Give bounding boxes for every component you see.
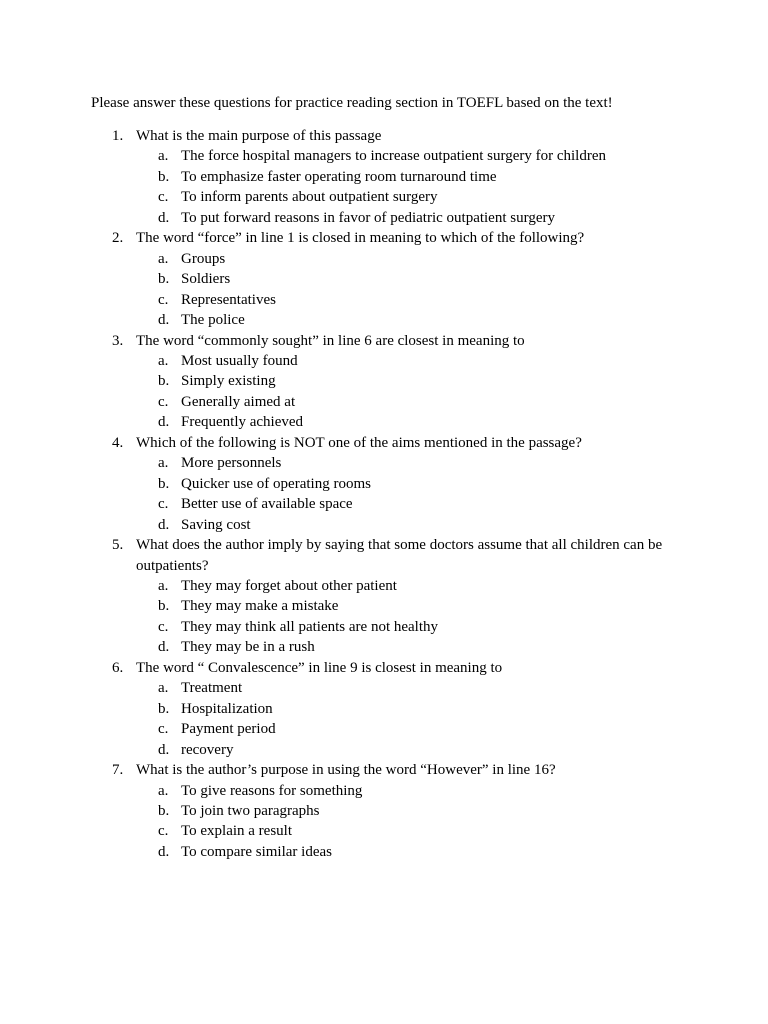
option-text: To give reasons for something: [181, 782, 363, 799]
option-text: The force hospital managers to increase outpatient surgery for children: [181, 148, 606, 165]
question-number: 6.: [112, 659, 124, 676]
option-a: [136, 781, 668, 801]
option-letter: a.: [158, 148, 169, 165]
option-list: [136, 678, 668, 760]
question-number: 7.: [112, 762, 124, 779]
option-d: [136, 637, 668, 657]
option-letter: a.: [158, 352, 169, 369]
option-c: [136, 187, 668, 207]
option-a: [136, 678, 668, 698]
option-b: [136, 801, 668, 821]
question-3: [0, 331, 668, 433]
question-text: The word “commonly sought” in line 6 are closest in meaning to: [136, 332, 525, 349]
option-text: To join two paragraphs: [181, 802, 320, 819]
option-text: They may make a mistake: [181, 598, 339, 615]
option-list: [136, 146, 668, 228]
option-b: [136, 699, 668, 719]
option-text: Groups: [181, 250, 226, 267]
option-text: Simply existing: [181, 373, 276, 390]
option-a: [136, 576, 668, 596]
option-letter: b.: [158, 373, 170, 390]
option-text: To put forward reasons in favor of pediatric outpatient surgery: [181, 209, 555, 226]
option-letter: d.: [158, 639, 170, 656]
option-text: Payment period: [181, 721, 276, 738]
option-c: [136, 821, 668, 841]
option-text: Representatives: [181, 291, 276, 308]
option-letter: d.: [158, 414, 170, 431]
question-list: [0, 126, 768, 862]
option-b: [136, 167, 668, 187]
option-text: They may think all patients are not healthy: [181, 618, 439, 635]
question-number: 5.: [112, 537, 124, 554]
option-letter: c.: [158, 393, 169, 410]
option-text: Quicker use of operating rooms: [181, 475, 371, 492]
option-letter: b.: [158, 475, 170, 492]
option-d: [136, 412, 668, 432]
question-number: 3.: [112, 332, 124, 349]
option-list: [136, 576, 668, 658]
option-text: Hospitalization: [181, 700, 273, 717]
option-letter: c.: [158, 721, 169, 738]
option-letter: a.: [158, 577, 169, 594]
option-d: [136, 208, 668, 228]
question-6: [0, 658, 668, 760]
option-text: More personnels: [181, 455, 282, 472]
option-letter: b.: [158, 598, 170, 615]
option-a: [136, 453, 668, 473]
option-list: [136, 453, 668, 535]
option-a: [136, 351, 668, 371]
option-text: To explain a result: [181, 823, 292, 840]
option-letter: a.: [158, 782, 169, 799]
option-letter: d.: [158, 843, 170, 860]
option-c: [136, 290, 668, 310]
option-text: Frequently achieved: [181, 414, 304, 431]
question-2: [0, 228, 668, 330]
question-number: 4.: [112, 434, 124, 451]
option-b: [136, 596, 668, 616]
option-list: [136, 781, 668, 863]
option-b: [136, 269, 668, 289]
question-text: What is the main purpose of this passage: [136, 128, 382, 144]
option-letter: d.: [158, 312, 170, 329]
option-d: [136, 842, 668, 862]
option-c: [136, 617, 668, 637]
option-text: Soldiers: [181, 271, 231, 288]
question-number: 1.: [112, 128, 124, 144]
option-text: Saving cost: [181, 516, 251, 533]
option-d: [136, 740, 668, 760]
option-b: [136, 371, 668, 391]
question-number: 2.: [112, 230, 124, 247]
question-4: [0, 433, 668, 535]
option-letter: d.: [158, 516, 170, 533]
option-text: recovery: [181, 741, 234, 758]
question-text: The word “force” in line 1 is closed in meaning to which of the following?: [136, 230, 585, 247]
option-letter: c.: [158, 291, 169, 308]
option-letter: c.: [158, 823, 169, 840]
question-7: [0, 760, 668, 862]
option-a: [136, 146, 668, 166]
option-c: [136, 494, 668, 514]
question-text: The word “ Convalescence” in line 9 is closest in meaning to: [136, 659, 503, 676]
option-c: [136, 392, 668, 412]
option-c: [136, 719, 668, 739]
option-text: Generally aimed at: [181, 393, 296, 410]
option-text: Better use of available space: [181, 496, 353, 513]
option-letter: b.: [158, 271, 170, 288]
question-text: What does the author imply by saying that some doctors assume that all children can be outpatients?: [136, 537, 663, 574]
question-text: Which of the following is NOT one of the aims mentioned in the passage?: [136, 434, 582, 451]
option-letter: c.: [158, 189, 169, 206]
option-text: The police: [181, 312, 245, 329]
option-letter: d.: [158, 209, 170, 226]
instructions-text: Please answer these questions for practice reading section in TOEFL based on the text!: [91, 95, 613, 111]
question-text: What is the author’s purpose in using the word “However” in line 16?: [136, 762, 556, 779]
option-letter: d.: [158, 741, 170, 758]
option-text: They may forget about other patient: [181, 577, 397, 594]
option-letter: a.: [158, 455, 169, 472]
option-letter: b.: [158, 700, 170, 717]
option-b: [136, 474, 668, 494]
option-text: To inform parents about outpatient surgery: [181, 189, 438, 206]
option-letter: b.: [158, 168, 170, 185]
option-d: [136, 515, 668, 535]
option-list: [136, 249, 668, 331]
option-letter: c.: [158, 496, 169, 513]
option-a: [136, 249, 668, 269]
option-letter: a.: [158, 680, 169, 697]
option-text: Treatment: [181, 680, 243, 697]
option-text: They may be in a rush: [181, 639, 315, 656]
option-text: To emphasize faster operating room turnaround time: [181, 168, 497, 185]
option-d: [136, 310, 668, 330]
question-5: [0, 535, 668, 658]
option-letter: a.: [158, 250, 169, 267]
option-text: To compare similar ideas: [181, 843, 332, 860]
option-list: [136, 351, 668, 433]
option-letter: b.: [158, 802, 170, 819]
option-text: Most usually found: [181, 352, 298, 369]
option-letter: c.: [158, 618, 169, 635]
question-1: [0, 126, 668, 228]
